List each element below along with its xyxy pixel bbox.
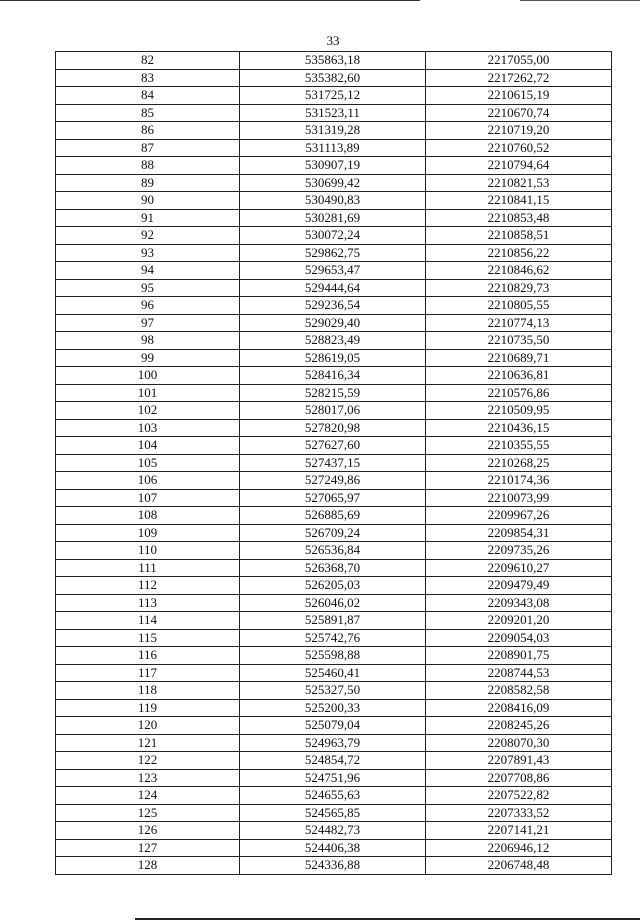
point-number-cell: 95 xyxy=(56,279,240,297)
y-coordinate-cell: 2210846,62 xyxy=(426,262,612,280)
x-coordinate-cell: 531523,11 xyxy=(240,104,426,122)
y-coordinate-cell: 2208245,26 xyxy=(426,717,612,735)
point-number-cell: 126 xyxy=(56,822,240,840)
x-coordinate-cell: 525200,33 xyxy=(240,699,426,717)
y-coordinate-cell: 2209201,20 xyxy=(426,612,612,630)
x-coordinate-cell: 528017,06 xyxy=(240,402,426,420)
point-number-cell: 116 xyxy=(56,647,240,665)
x-coordinate-cell: 535863,18 xyxy=(240,52,426,70)
table-row xyxy=(56,559,612,577)
y-coordinate-cell: 2210805,55 xyxy=(426,297,612,315)
point-number-cell: 90 xyxy=(56,192,240,210)
y-coordinate-cell: 2210576,86 xyxy=(426,384,612,402)
x-coordinate-cell: 528215,59 xyxy=(240,384,426,402)
y-coordinate-cell: 2209343,08 xyxy=(426,594,612,612)
table-row xyxy=(56,454,612,472)
table-row xyxy=(56,52,612,70)
x-coordinate-cell: 529653,47 xyxy=(240,262,426,280)
point-number-cell: 110 xyxy=(56,542,240,560)
point-number-cell: 100 xyxy=(56,367,240,385)
x-coordinate-cell: 527820,98 xyxy=(240,419,426,437)
x-coordinate-cell: 529862,75 xyxy=(240,244,426,262)
point-number-cell: 122 xyxy=(56,752,240,770)
table-row xyxy=(56,524,612,542)
point-number-cell: 82 xyxy=(56,52,240,70)
table-row xyxy=(56,419,612,437)
point-number-cell: 86 xyxy=(56,122,240,140)
point-number-cell: 113 xyxy=(56,594,240,612)
x-coordinate-cell: 525891,87 xyxy=(240,612,426,630)
table-row xyxy=(56,489,612,507)
point-number-cell: 115 xyxy=(56,629,240,647)
point-number-cell: 87 xyxy=(56,139,240,157)
point-number-cell: 111 xyxy=(56,559,240,577)
coordinates-table-body xyxy=(56,52,612,875)
y-coordinate-cell: 2209854,31 xyxy=(426,524,612,542)
point-number-cell: 108 xyxy=(56,507,240,525)
scan-top-edge-line-right xyxy=(520,0,640,1)
table-row xyxy=(56,227,612,245)
y-coordinate-cell: 2210841,15 xyxy=(426,192,612,210)
table-row xyxy=(56,297,612,315)
point-number-cell: 119 xyxy=(56,699,240,717)
x-coordinate-cell: 525079,04 xyxy=(240,717,426,735)
point-number-cell: 84 xyxy=(56,87,240,105)
y-coordinate-cell: 2208582,58 xyxy=(426,682,612,700)
point-number-cell: 117 xyxy=(56,664,240,682)
table-row xyxy=(56,472,612,490)
y-coordinate-cell: 2210829,73 xyxy=(426,279,612,297)
y-coordinate-cell: 2210670,74 xyxy=(426,104,612,122)
y-coordinate-cell: 2210735,50 xyxy=(426,332,612,350)
table-row xyxy=(56,384,612,402)
x-coordinate-cell: 529444,64 xyxy=(240,279,426,297)
table-row xyxy=(56,332,612,350)
table-row xyxy=(56,244,612,262)
y-coordinate-cell: 2210174,36 xyxy=(426,472,612,490)
y-coordinate-cell: 2210821,53 xyxy=(426,174,612,192)
y-coordinate-cell: 2217055,00 xyxy=(426,52,612,70)
table-row xyxy=(56,139,612,157)
x-coordinate-cell: 524565,85 xyxy=(240,804,426,822)
x-coordinate-cell: 525327,50 xyxy=(240,682,426,700)
table-row xyxy=(56,594,612,612)
table-row xyxy=(56,157,612,175)
x-coordinate-cell: 527627,60 xyxy=(240,437,426,455)
y-coordinate-cell: 2210355,55 xyxy=(426,437,612,455)
table-row xyxy=(56,734,612,752)
point-number-cell: 94 xyxy=(56,262,240,280)
x-coordinate-cell: 524406,38 xyxy=(240,839,426,857)
table-row xyxy=(56,507,612,525)
point-number-cell: 98 xyxy=(56,332,240,350)
table-row xyxy=(56,822,612,840)
y-coordinate-cell: 2209610,27 xyxy=(426,559,612,577)
x-coordinate-cell: 527065,97 xyxy=(240,489,426,507)
y-coordinate-cell: 2206748,48 xyxy=(426,857,612,875)
table-row xyxy=(56,769,612,787)
y-coordinate-cell: 2208070,30 xyxy=(426,734,612,752)
point-number-cell: 125 xyxy=(56,804,240,822)
table-row xyxy=(56,87,612,105)
table-row xyxy=(56,577,612,595)
point-number-cell: 91 xyxy=(56,209,240,227)
x-coordinate-cell: 528416,34 xyxy=(240,367,426,385)
x-coordinate-cell: 524336,88 xyxy=(240,857,426,875)
x-coordinate-cell: 524963,79 xyxy=(240,734,426,752)
table-row xyxy=(56,717,612,735)
x-coordinate-cell: 530490,83 xyxy=(240,192,426,210)
point-number-cell: 128 xyxy=(56,857,240,875)
table-row xyxy=(56,682,612,700)
x-coordinate-cell: 530699,42 xyxy=(240,174,426,192)
x-coordinate-cell: 526885,69 xyxy=(240,507,426,525)
point-number-cell: 107 xyxy=(56,489,240,507)
x-coordinate-cell: 525598,88 xyxy=(240,647,426,665)
y-coordinate-cell: 2209479,49 xyxy=(426,577,612,595)
point-number-cell: 101 xyxy=(56,384,240,402)
y-coordinate-cell: 2210636,81 xyxy=(426,367,612,385)
point-number-cell: 109 xyxy=(56,524,240,542)
x-coordinate-cell: 529236,54 xyxy=(240,297,426,315)
table-row xyxy=(56,314,612,332)
point-number-cell: 124 xyxy=(56,787,240,805)
x-coordinate-cell: 530281,69 xyxy=(240,209,426,227)
y-coordinate-cell: 2209735,26 xyxy=(426,542,612,560)
y-coordinate-cell: 2210615,19 xyxy=(426,87,612,105)
table-row xyxy=(56,629,612,647)
y-coordinate-cell: 2207522,82 xyxy=(426,787,612,805)
point-number-cell: 97 xyxy=(56,314,240,332)
x-coordinate-cell: 531113,89 xyxy=(240,139,426,157)
point-number-cell: 127 xyxy=(56,839,240,857)
x-coordinate-cell: 526368,70 xyxy=(240,559,426,577)
table-row xyxy=(56,349,612,367)
x-coordinate-cell: 535382,60 xyxy=(240,69,426,87)
scan-bottom-edge-line xyxy=(135,918,640,920)
point-number-cell: 118 xyxy=(56,682,240,700)
table-row xyxy=(56,804,612,822)
x-coordinate-cell: 530907,19 xyxy=(240,157,426,175)
x-coordinate-cell: 530072,24 xyxy=(240,227,426,245)
y-coordinate-cell: 2210760,52 xyxy=(426,139,612,157)
y-coordinate-cell: 2217262,72 xyxy=(426,69,612,87)
table-row xyxy=(56,122,612,140)
table-row xyxy=(56,402,612,420)
x-coordinate-cell: 531319,28 xyxy=(240,122,426,140)
point-number-cell: 104 xyxy=(56,437,240,455)
point-number-cell: 93 xyxy=(56,244,240,262)
y-coordinate-cell: 2210073,99 xyxy=(426,489,612,507)
x-coordinate-cell: 525742,76 xyxy=(240,629,426,647)
point-number-cell: 102 xyxy=(56,402,240,420)
x-coordinate-cell: 527437,15 xyxy=(240,454,426,472)
y-coordinate-cell: 2210509,95 xyxy=(426,402,612,420)
table-row xyxy=(56,209,612,227)
x-coordinate-cell: 525460,41 xyxy=(240,664,426,682)
table-row xyxy=(56,839,612,857)
y-coordinate-cell: 2208901,75 xyxy=(426,647,612,665)
x-coordinate-cell: 524482,73 xyxy=(240,822,426,840)
x-coordinate-cell: 528619,05 xyxy=(240,349,426,367)
table-row xyxy=(56,647,612,665)
point-number-cell: 121 xyxy=(56,734,240,752)
point-number-cell: 103 xyxy=(56,419,240,437)
table-row xyxy=(56,787,612,805)
point-number-cell: 92 xyxy=(56,227,240,245)
table-row xyxy=(56,69,612,87)
table-row xyxy=(56,612,612,630)
point-number-cell: 88 xyxy=(56,157,240,175)
table-row xyxy=(56,104,612,122)
point-number-cell: 112 xyxy=(56,577,240,595)
table-row xyxy=(56,262,612,280)
coordinates-table xyxy=(55,51,612,875)
y-coordinate-cell: 2208744,53 xyxy=(426,664,612,682)
table-row xyxy=(56,174,612,192)
x-coordinate-cell: 531725,12 xyxy=(240,87,426,105)
y-coordinate-cell: 2207141,21 xyxy=(426,822,612,840)
table-row xyxy=(56,279,612,297)
y-coordinate-cell: 2208416,09 xyxy=(426,699,612,717)
point-number-cell: 85 xyxy=(56,104,240,122)
y-coordinate-cell: 2210858,51 xyxy=(426,227,612,245)
table-row xyxy=(56,699,612,717)
point-number-cell: 120 xyxy=(56,717,240,735)
y-coordinate-cell: 2210794,64 xyxy=(426,157,612,175)
x-coordinate-cell: 524854,72 xyxy=(240,752,426,770)
point-number-cell: 89 xyxy=(56,174,240,192)
x-coordinate-cell: 529029,40 xyxy=(240,314,426,332)
page-number: 33 xyxy=(326,33,340,48)
y-coordinate-cell: 2210436,15 xyxy=(426,419,612,437)
point-number-cell: 106 xyxy=(56,472,240,490)
scan-top-edge-line xyxy=(0,0,420,1)
table-row xyxy=(56,664,612,682)
point-number-cell: 96 xyxy=(56,297,240,315)
x-coordinate-cell: 524655,63 xyxy=(240,787,426,805)
table-row xyxy=(56,857,612,875)
x-coordinate-cell: 526709,24 xyxy=(240,524,426,542)
table-row xyxy=(56,367,612,385)
table-row xyxy=(56,752,612,770)
x-coordinate-cell: 528823,49 xyxy=(240,332,426,350)
y-coordinate-cell: 2209967,26 xyxy=(426,507,612,525)
x-coordinate-cell: 527249,86 xyxy=(240,472,426,490)
y-coordinate-cell: 2209054,03 xyxy=(426,629,612,647)
table-row xyxy=(56,192,612,210)
point-number-cell: 105 xyxy=(56,454,240,472)
x-coordinate-cell: 526536,84 xyxy=(240,542,426,560)
y-coordinate-cell: 2210719,20 xyxy=(426,122,612,140)
point-number-cell: 83 xyxy=(56,69,240,87)
y-coordinate-cell: 2207708,86 xyxy=(426,769,612,787)
y-coordinate-cell: 2210856,22 xyxy=(426,244,612,262)
y-coordinate-cell: 2210689,71 xyxy=(426,349,612,367)
y-coordinate-cell: 2206946,12 xyxy=(426,839,612,857)
y-coordinate-cell: 2210774,13 xyxy=(426,314,612,332)
table-row xyxy=(56,437,612,455)
x-coordinate-cell: 524751,96 xyxy=(240,769,426,787)
y-coordinate-cell: 2207333,52 xyxy=(426,804,612,822)
y-coordinate-cell: 2210268,25 xyxy=(426,454,612,472)
point-number-cell: 99 xyxy=(56,349,240,367)
x-coordinate-cell: 526046,02 xyxy=(240,594,426,612)
y-coordinate-cell: 2207891,43 xyxy=(426,752,612,770)
point-number-cell: 123 xyxy=(56,769,240,787)
y-coordinate-cell: 2210853,48 xyxy=(426,209,612,227)
x-coordinate-cell: 526205,03 xyxy=(240,577,426,595)
point-number-cell: 114 xyxy=(56,612,240,630)
table-row xyxy=(56,542,612,560)
